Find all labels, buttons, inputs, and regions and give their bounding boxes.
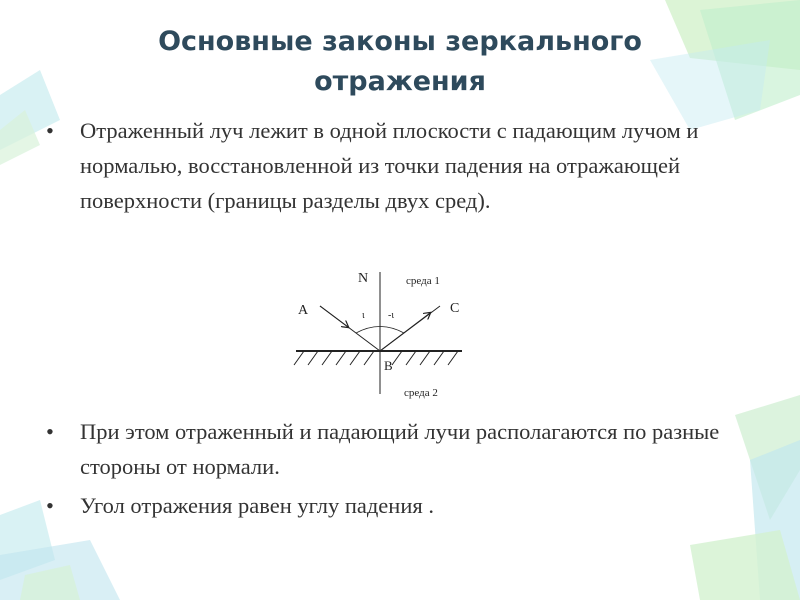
bullet-dot: • (46, 419, 54, 444)
label-medium-2: среда 2 (404, 387, 438, 399)
title-line-2: отражения (314, 66, 486, 97)
bullet-item (46, 113, 756, 218)
label-medium-1: среда 1 (406, 275, 440, 287)
bullet-text: Отраженный луч лежит в одной плоскости с падающим лучом и нормалью, восстановленной из точки падения на отражающей поверхности (границы разделы двух сред). (80, 118, 699, 213)
bullet-dot: • (46, 493, 54, 518)
bullet-text: При этом отраженный и падающий лучи располагаются по разные стороны от нормали. (80, 419, 720, 479)
slide-title (100, 22, 700, 102)
label-angle-incidence: ι (362, 310, 365, 321)
label-n: N (358, 271, 369, 286)
reflection-diagram (280, 262, 480, 402)
mirror-hatching (294, 351, 458, 365)
bullet-item (46, 414, 756, 484)
label-c: C (450, 301, 460, 316)
bullet-item (46, 488, 756, 523)
label-b: B (384, 358, 393, 373)
incident-arrow (320, 306, 348, 327)
bullet-text: Угол отражения равен углу падения . (80, 493, 434, 518)
bullet-dot: • (46, 118, 54, 143)
label-angle-reflection: -ι (388, 310, 395, 321)
label-a: A (298, 303, 309, 318)
title-line-1: Основные законы зеркального (158, 26, 642, 57)
